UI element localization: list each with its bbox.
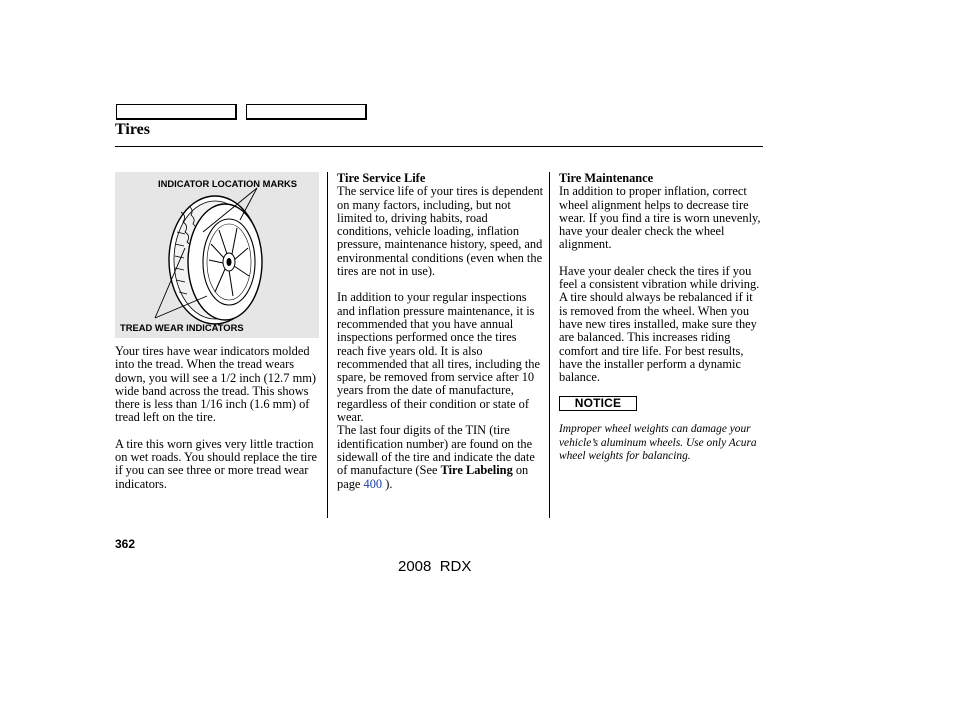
page-number: 362 [115, 537, 136, 551]
column-divider [549, 172, 550, 518]
tire-drawing-icon [115, 172, 319, 338]
nav-tab-previous[interactable] [116, 104, 237, 120]
tread-wear-label: TREAD WEAR INDICATORS [120, 322, 244, 333]
footer-model: 2008 RDX [398, 558, 472, 575]
paragraph: In addition to proper inflation, correct wheel alignment helps to decrease tire wear. If you find a tire is worn unevenly, have your dealer check the wheel alignment. [559, 184, 761, 252]
reference-title: Labeling [465, 463, 513, 478]
paragraph: Have your dealer check the tires if you feel a consistent vibration while driving. A tire should always be rebalanced if it is removed from the wheel. When you have new tires installed, make sure they are balanced. This increases riding comfort and tire life. For best results, have the installer perform a dynamic balance. [559, 263, 760, 385]
tire-illustration [115, 172, 319, 338]
section-heading: Tire Service Life [337, 171, 426, 185]
section-heading: Tire Maintenance [559, 171, 654, 185]
tire-maintenance-section [559, 172, 764, 463]
column-divider [327, 172, 328, 518]
title-divider [115, 146, 763, 147]
tire-service-life-section [337, 172, 544, 491]
paragraph: The service life of your tires is dependent on many factors, including, but not limited to, driving habits, road conditions, vehicle loading, inflation pressure, maintenance history, speed, and environmental conditions (even when the tires are not in use). [337, 184, 544, 279]
paragraph [337, 424, 544, 490]
wear-indicator-text [115, 345, 323, 491]
paragraph-text: ). [382, 476, 393, 491]
indicator-location-label: INDICATOR LOCATION MARKS [158, 178, 298, 189]
paragraph: In addition to your regular inspections and inflation pressure maintenance, it is recommended that you have annual inspections performed once the tires reach five years old. It is also recommended that all tires, including the spare, be removed from service after 10 years from the date of manufacture, regardless of their condition or state of wear. [337, 290, 541, 425]
paragraph: A tire this worn gives very little traction on wet roads. You should replace the tire if you can see three or more tread wear indicators. [115, 436, 317, 491]
notice-badge: NOTICE [559, 396, 637, 411]
nav-tab-contents[interactable] [246, 104, 367, 120]
notice-text: Improper wheel weights can damage your vehicle’s aluminum wheels. Use only Acura wheel weights for balancing. [559, 423, 757, 463]
paragraph-text: on page [337, 463, 529, 491]
paragraph-text: The last four digits of the TIN (tire identification number) are found on the sidewall of the tire and indicate the date of manufacture (See [337, 423, 535, 478]
reference-title: Tire [440, 463, 463, 478]
page-link[interactable]: 400 [363, 476, 383, 491]
paragraph: Your tires have wear indicators molded into the tread. When the tread wears down, you will see a 1/2 inch (12.7 mm) wide band across the tread. This shows there is less than 1/16 inch (1.6 mm) of tread left on the tire. [115, 344, 316, 425]
page-title: Tires [115, 121, 150, 138]
